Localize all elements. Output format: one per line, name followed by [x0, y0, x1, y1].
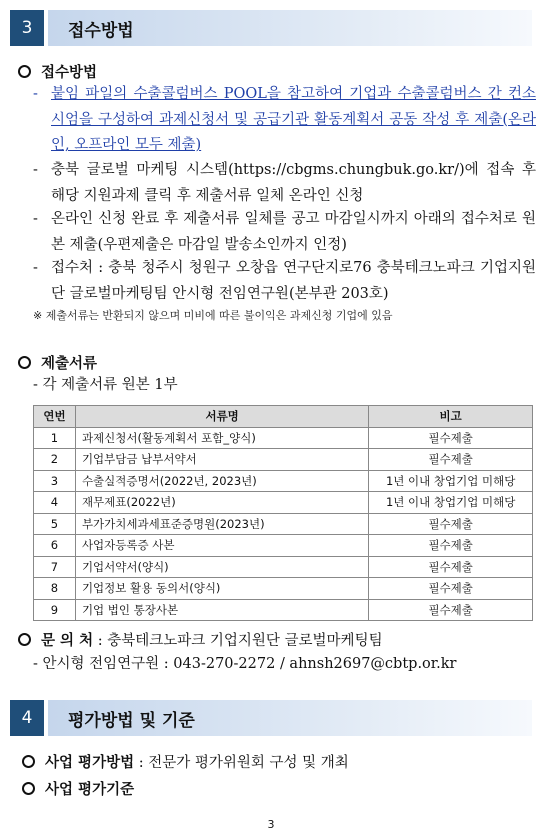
section-title: 접수방법: [48, 10, 532, 46]
contact-value: : 충북테크노파크 기업지원단 글로벌마케팅팀: [93, 633, 383, 649]
row-number: 6: [34, 535, 76, 557]
row-number: 5: [34, 513, 76, 535]
submission-item-3: - 온라인 신청 완료 후 제출서류 일체를 공고 마감일시까지 아래의 접수처로 원본 제출(우편제출은 마감일 발송소인까지 인정): [33, 207, 536, 258]
submission-item-text: 접수처 : 충북 청주시 청원구 오창읍 연구단지로76 충북테크노파크 기업지원단 글로벌마케팅팀 안시형 전임연구원(본부관 203호): [51, 260, 536, 302]
table-row: [34, 492, 533, 514]
hollow-circle-icon: [18, 65, 31, 78]
row-number: 8: [34, 578, 76, 600]
table-row: [34, 427, 533, 449]
column-header: 비고: [369, 406, 533, 428]
section-header-3: [10, 10, 532, 46]
document-name: 과제신청서(활동계획서 포함_양식): [75, 427, 368, 449]
document-remark: 필수제출: [369, 556, 533, 578]
document-name: 수출실적증명서(2022년, 2023년): [75, 470, 368, 492]
documents-sub: - 각 제출서류 원본 1부: [33, 377, 178, 393]
document-remark: 필수제출: [369, 449, 533, 471]
row-number: 3: [34, 470, 76, 492]
submission-note: ※ 제출서류는 반환되지 않으며 미비에 따른 불이익은 과제신청 기업에 있음: [33, 309, 393, 322]
row-number: 4: [34, 492, 76, 514]
document-remark: 필수제출: [369, 599, 533, 621]
document-remark: 필수제출: [369, 535, 533, 557]
table-row: [34, 449, 533, 471]
column-header: 연번: [34, 406, 76, 428]
hollow-circle-icon: [18, 633, 31, 646]
document-name: 기업부담금 납부서약서: [75, 449, 368, 471]
table-row: [34, 470, 533, 492]
section-number: 3: [10, 10, 44, 46]
submission-item-2: - 충북 글로벌 마케팅 시스템(https://cbgms.chungbuk.go.kr/)에 접속 후 해당 지원과제 클릭 후 제출서류 일체 온라인 신청: [33, 158, 536, 209]
documents-table: [33, 405, 533, 621]
hollow-circle-icon: [22, 782, 35, 795]
document-remark: 필수제출: [369, 578, 533, 600]
table-row: [34, 599, 533, 621]
section-title: 평가방법 및 기준: [48, 700, 532, 736]
document-name: 재무제표(2022년): [75, 492, 368, 514]
submission-item-text: 붙임 파일의 수출콜럼버스 POOL을 참고하여 기업과 수출콜럼버스 간 컨소시엄을 구성하여 과제신청서 및 공급기관 활동계획서 공동 작성 후 제출(온라인, 오프라인 모두 제출): [51, 86, 536, 153]
table-header-row: [34, 406, 533, 428]
document-name: 사업자등록증 사본: [75, 535, 368, 557]
hollow-circle-icon: [18, 356, 31, 369]
table-row: [34, 578, 533, 600]
documents-heading: 제출서류: [18, 352, 97, 373]
document-remark: 필수제출: [369, 513, 533, 535]
row-number: 7: [34, 556, 76, 578]
evaluation-method-value: : 전문가 평가위원회 구성 및 개최: [134, 755, 349, 771]
document-name: 기업서약서(양식): [75, 556, 368, 578]
table-row: [34, 535, 533, 557]
table-row: [34, 556, 533, 578]
submission-item-1: - 붙임 파일의 수출콜럼버스 POOL을 참고하여 기업과 수출콜럼버스 간 컨소시엄을 구성하여 과제신청서 및 공급기관 활동계획서 공동 작성 후 제출(온라인, 오프라인 모두 제출): [33, 82, 536, 159]
hollow-circle-icon: [22, 755, 35, 768]
column-header: 서류명: [75, 406, 368, 428]
document-name: 기업정보 활용 동의서(양식): [75, 578, 368, 600]
document-name: 기업 법인 통장사본: [75, 599, 368, 621]
evaluation-criteria-heading: 사업 평가기준: [22, 778, 134, 799]
submission-item-text: 충북 글로벌 마케팅 시스템(https://cbgms.chungbuk.go.kr/)에 접속 후 해당 지원과제 클릭 후 제출서류 일체 온라인 신청: [51, 162, 536, 204]
row-number: 9: [34, 599, 76, 621]
row-number: 2: [34, 449, 76, 471]
submission-heading: 접수방법: [18, 61, 97, 82]
evaluation-method-heading: 사업 평가방법 : 전문가 평가위원회 구성 및 개최: [22, 751, 349, 772]
table-row: [34, 513, 533, 535]
submission-item-text: 온라인 신청 완료 후 제출서류 일체를 공고 마감일시까지 아래의 접수처로 원본 제출(우편제출은 마감일 발송소인까지 인정): [51, 211, 536, 253]
contact-line: - 안시형 전임연구원 : 043-270-2272 / ahnsh2697@cbtp.or.kr: [33, 656, 457, 672]
section-number: 4: [10, 700, 44, 736]
page-number: 3: [267, 818, 275, 831]
document-remark: 필수제출: [369, 427, 533, 449]
section-header-4: [10, 700, 532, 736]
submission-item-4: - 접수처 : 충북 청주시 청원구 오창읍 연구단지로76 충북테크노파크 기업지원단 글로벌마케팅팀 안시형 전임연구원(본부관 203호): [33, 256, 536, 307]
document-remark: 1년 이내 창업기업 미해당: [369, 470, 533, 492]
document-name: 부가가치세과세표준증명원(2023년): [75, 513, 368, 535]
row-number: 1: [34, 427, 76, 449]
contact-heading: 문 의 처 : 충북테크노파크 기업지원단 글로벌마케팅팀: [18, 629, 383, 650]
document-remark: 1년 이내 창업기업 미해당: [369, 492, 533, 514]
